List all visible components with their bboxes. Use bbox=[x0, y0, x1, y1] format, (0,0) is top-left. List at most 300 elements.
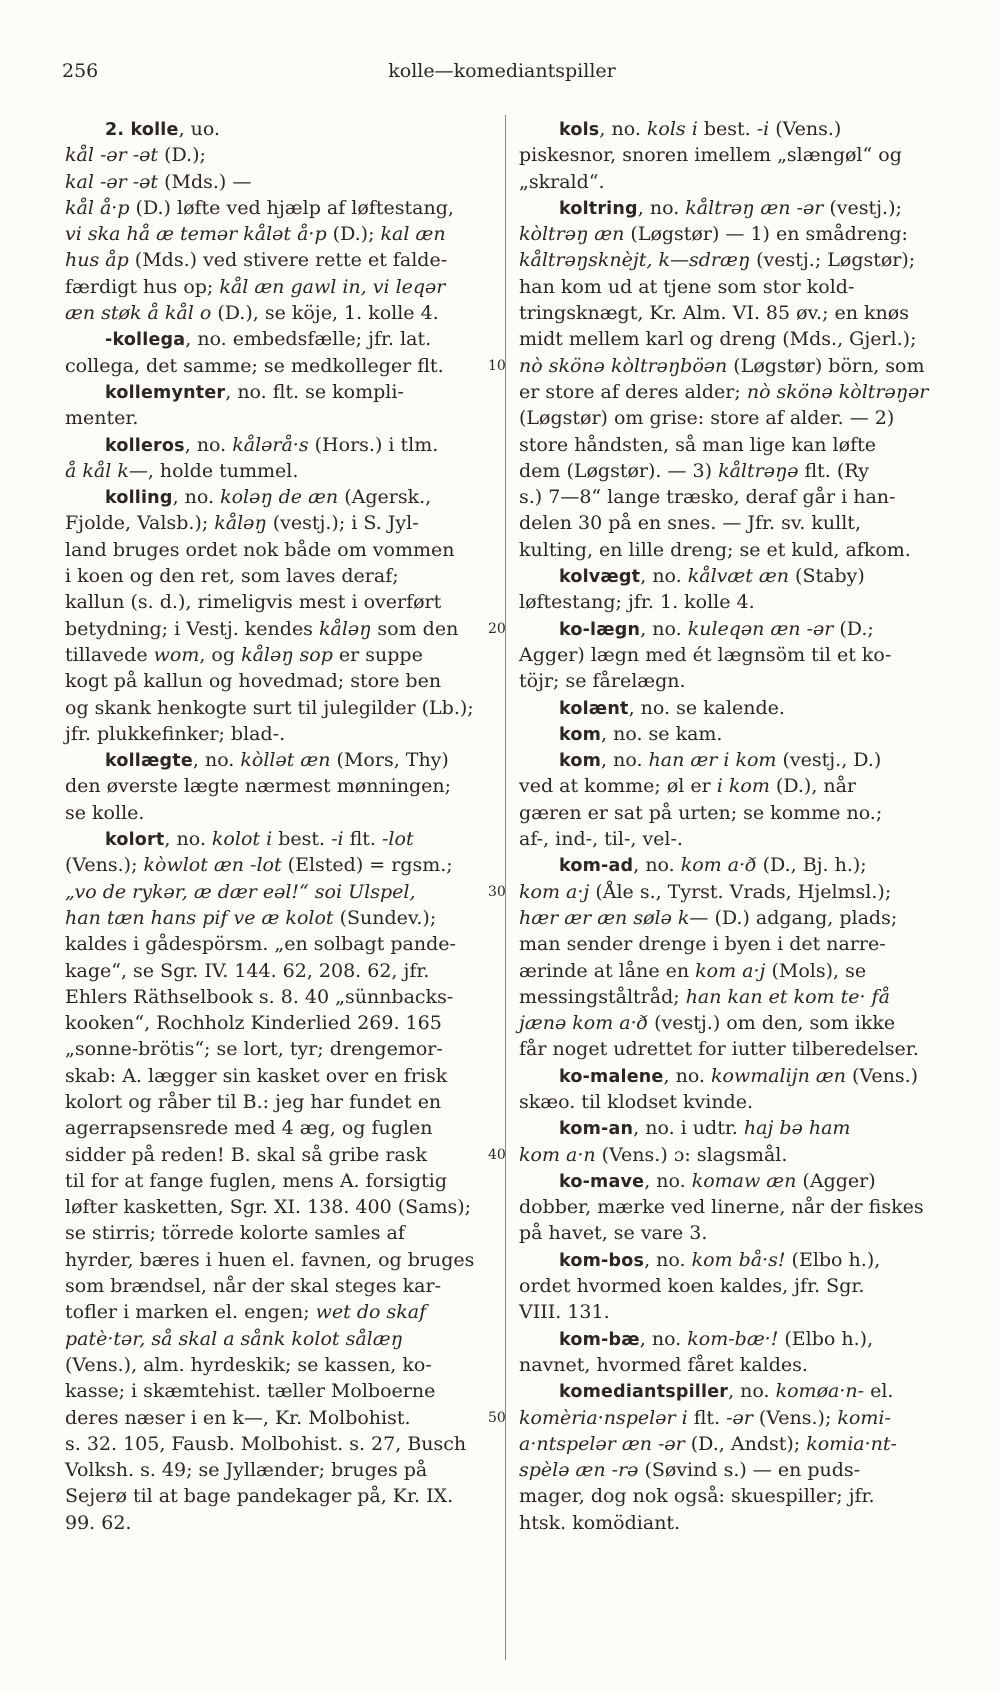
entry-line bbox=[519, 1299, 951, 1325]
entry-text: , no. bbox=[644, 1169, 692, 1192]
entry-headline bbox=[519, 195, 951, 221]
entry-headline bbox=[65, 484, 497, 510]
entry-text: „skrald“. bbox=[519, 170, 605, 193]
entry-text: (Mors, Thy) bbox=[330, 749, 449, 772]
entry-text: kage“, se Sgr. IV. 144. 62, 208. 62, jfr. bbox=[65, 959, 430, 982]
entry-text: på havet, se vare 3. bbox=[519, 1222, 708, 1245]
dialect-form: kom a·n bbox=[519, 1143, 596, 1166]
entry-text: (Staby) bbox=[789, 565, 865, 588]
dialect-form: „vo de rykər, æ dær eəl!“ soi Ulspel, bbox=[65, 880, 416, 903]
entry-text: , no. i udtr. bbox=[633, 1117, 744, 1140]
entry-text: den øverste lægte nærmest mønningen; bbox=[65, 775, 452, 798]
entry-text: man sender drenge i byen i det narre- bbox=[519, 933, 886, 956]
dialect-form: komi- bbox=[837, 1406, 891, 1429]
entry-text: ordet hvormed koen kaldes, jfr. Sgr. bbox=[519, 1275, 865, 1298]
entry-text: mager, dog nok også: skuespiller; jfr. bbox=[519, 1485, 875, 1508]
entry-text: store håndsten, så man lige kan løfte bbox=[519, 433, 876, 456]
entry-line bbox=[65, 1273, 497, 1299]
entry-text: kaldes i gådespörsm. „en solbagt pande- bbox=[65, 933, 456, 956]
entry-text: kallun (s. d.), rimeligvis mest i overført bbox=[65, 591, 442, 614]
dialect-form: han kan et kom te· få bbox=[685, 985, 890, 1008]
dialect-form: -lot bbox=[382, 828, 414, 851]
entry-line bbox=[65, 1063, 497, 1089]
entry-headline bbox=[65, 747, 497, 773]
entry-text: kasse; i skæmtehist. tæller Molboerne bbox=[65, 1380, 436, 1403]
entry-text: er suppe bbox=[332, 643, 423, 666]
entry-headline bbox=[519, 747, 951, 773]
lemma: kolling bbox=[105, 488, 173, 509]
entry-line bbox=[519, 1089, 951, 1115]
lemma: kom bbox=[559, 724, 602, 745]
entry-text: betydning; i Vestj. kendes bbox=[65, 617, 319, 640]
entry-line bbox=[519, 142, 951, 168]
entry-text: Sejerø til at bage pandekager på, Kr. IX. bbox=[65, 1485, 454, 1508]
entry-line bbox=[519, 1273, 951, 1299]
entry-text: kolort og råber til B.: jeg har fundet en bbox=[65, 1090, 442, 1113]
entry-text: tofler i marken el. engen; bbox=[65, 1301, 316, 1324]
entry-line bbox=[65, 931, 497, 957]
entry-text: (D.) løfte ved hjælp af løftestang, bbox=[129, 196, 454, 219]
entry-line bbox=[519, 537, 951, 563]
entry-text: (Elbo h.), bbox=[778, 1327, 874, 1350]
entry-line bbox=[519, 274, 951, 300]
entry-text: (vestj.; Løgstør); bbox=[750, 249, 916, 272]
entry-text: (D.) adgang, plads; bbox=[708, 906, 898, 929]
dialect-form: -ər bbox=[726, 1406, 753, 1429]
entry-text: i koen og den ret, som laves deraf; bbox=[65, 565, 399, 588]
entry-text: agerrapsensrede med 4 æg, og fuglen bbox=[65, 1117, 433, 1140]
entry-line bbox=[65, 353, 497, 379]
entry-headline bbox=[65, 379, 497, 405]
dialect-form: spèlə æn -rə bbox=[519, 1459, 639, 1482]
entry-line bbox=[519, 353, 951, 379]
entry-text: navnet, hvormed fåret kaldes. bbox=[519, 1353, 808, 1376]
entry-line bbox=[65, 537, 497, 563]
entry-line bbox=[519, 984, 951, 1010]
entry-line bbox=[65, 1168, 497, 1194]
entry-text: midt mellem karl og dreng (Mds., Gjerl.); bbox=[519, 328, 917, 351]
entry-text: , no. bbox=[640, 617, 688, 640]
lemma: kolort bbox=[105, 830, 165, 851]
entry-line bbox=[65, 1299, 497, 1325]
dialect-form: kåltrəŋ æn -ər bbox=[685, 196, 824, 219]
entry-text: land bruges ordet nok både om vommen bbox=[65, 538, 455, 561]
entry-text: er store af deres alder; bbox=[519, 380, 747, 403]
dialect-form: komèria·nspelər i bbox=[519, 1406, 688, 1429]
entry-line bbox=[65, 1115, 497, 1141]
entry-line bbox=[65, 1405, 497, 1431]
dialect-form: a·ntspelər æn -ər bbox=[519, 1432, 685, 1455]
entry-line bbox=[519, 1220, 951, 1246]
dialect-form: kål å·p bbox=[65, 196, 130, 219]
entry-line bbox=[519, 379, 951, 405]
entry-line bbox=[519, 1036, 951, 1062]
dialect-form: jænə kom a·ð bbox=[519, 1012, 649, 1035]
entry-text: (Hors.) i tlm. bbox=[308, 433, 439, 456]
entry-text: , no. se kalende. bbox=[628, 696, 785, 719]
entry-text: , no. bbox=[192, 749, 241, 772]
entry-line bbox=[65, 773, 497, 799]
entry-line bbox=[519, 1431, 951, 1457]
entry-text: s.) 7—8“ lange træsko, deraf går i han- bbox=[519, 486, 896, 509]
entry-text: best. bbox=[272, 828, 332, 851]
entry-text: , no. bbox=[663, 1064, 711, 1087]
lemma: kollemynter bbox=[105, 382, 226, 403]
dialect-form: -i bbox=[331, 828, 344, 851]
entry-line bbox=[519, 773, 951, 799]
entry-text: , no. bbox=[639, 1327, 688, 1350]
entry-text: (D.), se köje, 1. kolle 4. bbox=[211, 302, 439, 325]
entry-line bbox=[65, 668, 497, 694]
entry-text: , no. bbox=[640, 565, 688, 588]
lemma: 2. kolle bbox=[105, 120, 179, 140]
dialect-form: kåləŋ bbox=[214, 512, 267, 535]
entry-headline bbox=[519, 721, 951, 747]
entry-line bbox=[519, 326, 951, 352]
dialect-form: kuleqən æn -ər bbox=[687, 617, 834, 640]
entry-headline bbox=[519, 116, 951, 142]
entry-line bbox=[65, 1247, 497, 1273]
dialect-form: -i bbox=[756, 118, 770, 140]
dialect-form: komia·nt- bbox=[806, 1432, 897, 1455]
dialect-form: komøa·n- bbox=[775, 1380, 865, 1403]
entry-text: flt. bbox=[687, 1406, 727, 1429]
entry-line bbox=[65, 1510, 497, 1536]
dialect-form: kålvæt æn bbox=[687, 565, 790, 588]
entry-headline bbox=[519, 563, 951, 589]
entry-line bbox=[65, 1326, 497, 1352]
dialect-form: vi ska hå æ temər kålət å·p bbox=[65, 223, 327, 246]
entry-line bbox=[519, 1142, 951, 1168]
entry-line bbox=[519, 826, 951, 852]
entry-text: (vestj.); bbox=[823, 196, 902, 219]
entry-line bbox=[65, 1352, 497, 1378]
dialect-form: i kom bbox=[716, 775, 770, 798]
entry-line bbox=[519, 931, 951, 957]
lemma: ko-mave bbox=[559, 1171, 645, 1192]
dialect-form: kom a·ð bbox=[680, 854, 757, 877]
dialect-form: kål æn gawl in, vi leqər bbox=[219, 275, 446, 298]
entry-text: (Løgstør) — 1) en smådreng: bbox=[624, 223, 908, 246]
entry-headline bbox=[65, 326, 497, 352]
entry-line bbox=[65, 1220, 497, 1246]
dialect-form: komaw æn bbox=[691, 1169, 797, 1192]
dialect-form: wom bbox=[153, 643, 200, 666]
entry-line bbox=[65, 616, 497, 642]
entry-line bbox=[65, 1194, 497, 1220]
entry-line bbox=[519, 510, 951, 536]
dialect-form: hær ær æn sølə k— bbox=[519, 906, 709, 929]
entry-text: , no. bbox=[644, 1248, 692, 1271]
entry-text: tillavede bbox=[65, 643, 154, 666]
dialect-form: kòwlot æn -lot bbox=[143, 854, 282, 877]
entry-headline bbox=[519, 1063, 951, 1089]
entry-line bbox=[519, 458, 951, 484]
entry-text: , no. bbox=[728, 1380, 776, 1403]
dialect-form: kal -ər -ət bbox=[65, 170, 159, 193]
entry-text: dobber, mærke ved linerne, når der fiskes bbox=[519, 1196, 924, 1219]
entry-text: (Mds.) — bbox=[158, 170, 252, 193]
entry-line bbox=[65, 695, 497, 721]
entry-text: , no. embedsfælle; jfr. lat. bbox=[185, 328, 432, 351]
entry-line bbox=[65, 195, 497, 221]
entry-line bbox=[519, 668, 951, 694]
entry-line bbox=[65, 1457, 497, 1483]
entry-line bbox=[519, 1010, 951, 1036]
dialect-form: kom bå·s! bbox=[691, 1248, 786, 1271]
entry-text: (D.); bbox=[158, 144, 206, 167]
entry-line bbox=[65, 905, 497, 931]
dialect-form: wet do skaf bbox=[315, 1301, 427, 1324]
entry-text: el. bbox=[864, 1380, 894, 1403]
entry-text: kulting, en lille dreng; se et kuld, afkom. bbox=[519, 538, 911, 561]
lemma: kolvægt bbox=[559, 567, 641, 588]
dialect-form: kåləŋ sop bbox=[241, 643, 333, 666]
entry-text: (Mols), se bbox=[765, 959, 867, 982]
lemma: kom bbox=[559, 751, 602, 772]
page-number: 256 bbox=[62, 60, 99, 82]
entry-text: , uo. bbox=[178, 118, 221, 140]
entry-text: Agger) lægn med ét lægnsöm til et ko- bbox=[519, 643, 892, 666]
entry-line bbox=[65, 1010, 497, 1036]
entry-line bbox=[65, 300, 497, 326]
entry-line bbox=[65, 274, 497, 300]
dialect-form: koləŋ de æn bbox=[220, 486, 339, 509]
entry-text: (D.); bbox=[326, 223, 381, 246]
entry-text: , no. bbox=[164, 828, 212, 851]
entry-line bbox=[65, 642, 497, 668]
entry-text: piskesnor, snoren imellem „slængøl“ og bbox=[519, 144, 902, 167]
lemma: koltring bbox=[559, 198, 638, 219]
dialect-form: kowmalijn æn bbox=[711, 1064, 846, 1087]
line-number: 20 bbox=[488, 620, 506, 637]
entry-text: (Vens.) bbox=[845, 1064, 919, 1087]
entry-line bbox=[519, 1457, 951, 1483]
entry-text: dem (Løgstør). — 3) bbox=[519, 459, 719, 482]
entry-line bbox=[65, 958, 497, 984]
lemma: kollægte bbox=[105, 751, 193, 772]
entry-text: ved at komme; øl er bbox=[519, 775, 717, 798]
entry-text: (Agger) bbox=[796, 1169, 876, 1192]
dialect-form: æn støk å kål o bbox=[65, 302, 212, 325]
entry-line bbox=[519, 405, 951, 431]
entry-text: skab: A. lægger sin kasket over en frisk bbox=[65, 1064, 448, 1087]
entry-text: (Vens.); bbox=[752, 1406, 838, 1429]
lemma: kom-bos bbox=[559, 1250, 645, 1271]
entry-text: s. 32. 105, Fausb. Molbohist. s. 27, Busch bbox=[65, 1432, 467, 1455]
lemma: kolænt bbox=[559, 698, 629, 719]
entry-text: deres næser i en k—, Kr. Molbohist. bbox=[65, 1406, 411, 1429]
line-number: 30 bbox=[488, 883, 506, 900]
entry-text: tringsknægt, Kr. Alm. VI. 85 øv.; en knøs bbox=[519, 302, 909, 325]
entry-text: best. bbox=[697, 118, 757, 140]
lemma: kolleros bbox=[105, 435, 185, 456]
entry-text: løftestang; jfr. 1. kolle 4. bbox=[519, 591, 755, 614]
entry-text: Ehlers Räthselbook s. 8. 40 „sünnbacks- bbox=[65, 985, 454, 1008]
left-column bbox=[65, 116, 497, 1536]
dialect-form: kåltrəŋsknèjt, k—sdræŋ bbox=[519, 249, 751, 272]
entry-line bbox=[65, 879, 497, 905]
entry-text: , no. flt. se kompli- bbox=[225, 380, 404, 403]
entry-line bbox=[519, 642, 951, 668]
entry-text: , no. se kam. bbox=[601, 722, 723, 745]
entry-text: (vestj., D.) bbox=[776, 749, 882, 772]
dialect-form: hus åp bbox=[65, 249, 129, 272]
entry-text: (Søvind s.) — en puds- bbox=[638, 1459, 861, 1482]
dialect-form: kålərå·s bbox=[232, 433, 309, 456]
entry-line bbox=[519, 1352, 951, 1378]
dialect-form: haj bə ham bbox=[743, 1117, 851, 1140]
entry-text: messingståltråd; bbox=[519, 985, 686, 1008]
entry-headline bbox=[519, 852, 951, 878]
line-number: 50 bbox=[488, 1409, 506, 1426]
entry-line bbox=[65, 458, 497, 484]
entry-headline bbox=[519, 616, 951, 642]
entry-text: får noget udrettet for iutter tilberedelser. bbox=[519, 1038, 919, 1061]
entry-headline bbox=[65, 432, 497, 458]
entry-line bbox=[65, 1378, 497, 1404]
entry-text: jfr. plukkefinker; blad-. bbox=[65, 722, 286, 745]
running-head: kolle—komediantspiller bbox=[388, 60, 616, 82]
entry-headline bbox=[519, 1168, 951, 1194]
entry-text: (Løgstør) börn, som bbox=[727, 354, 925, 377]
entry-text: 99. 62. bbox=[65, 1511, 132, 1534]
entry-text: (D., Andst); bbox=[684, 1432, 807, 1455]
entry-text: (Åle s., Tyrst. Vrads, Hjelmsl.); bbox=[589, 880, 892, 903]
entry-text: flt. (Ry bbox=[798, 459, 869, 482]
entry-text: collega, det samme; se medkolleger flt. bbox=[65, 354, 444, 377]
lemma: kom-ad bbox=[559, 856, 634, 877]
dialect-form: kòltrəŋ æn bbox=[519, 223, 625, 246]
entry-text: som brændsel, når der skal steges kar- bbox=[65, 1275, 441, 1298]
dialect-form: kols i bbox=[646, 118, 698, 140]
entry-line bbox=[65, 247, 497, 273]
entry-line bbox=[65, 563, 497, 589]
entry-line bbox=[519, 1405, 951, 1431]
lemma: kols bbox=[559, 120, 600, 140]
entry-line bbox=[519, 879, 951, 905]
entry-headline bbox=[65, 116, 497, 142]
entry-text: , no. bbox=[633, 854, 681, 877]
entry-line bbox=[65, 510, 497, 536]
entry-text: (D.; bbox=[833, 617, 874, 640]
entry-line bbox=[519, 432, 951, 458]
entry-text: færdigt hus op; bbox=[65, 275, 220, 298]
entry-text: løfter kasketten, Sgr. XI. 138. 400 (Sams); bbox=[65, 1196, 472, 1219]
entry-text: (Vens.) bbox=[769, 118, 842, 140]
entry-text: kogt på kallun og hovedmad; store ben bbox=[65, 670, 442, 693]
entry-line bbox=[519, 247, 951, 273]
dialect-form: han tæn hans pif ve æ kolot bbox=[65, 906, 334, 929]
lemma: komediantspiller bbox=[559, 1382, 729, 1403]
entry-text: (vestj.) om den, som ikke bbox=[648, 1012, 896, 1035]
line-number: 40 bbox=[488, 1146, 506, 1163]
entry-text: (Vens.) ɔ: slagsmål. bbox=[595, 1143, 788, 1166]
entry-line bbox=[65, 1142, 497, 1168]
entry-text: se stirris; törrede kolorte samles af bbox=[65, 1222, 405, 1245]
dialect-form: nò skönə kòltrəŋər bbox=[746, 380, 929, 403]
entry-text: delen 30 på en snes. — Jfr. sv. kullt, bbox=[519, 512, 861, 535]
entry-text: skæo. til klodset kvinde. bbox=[519, 1090, 754, 1113]
lemma: kom-bæ bbox=[559, 1329, 640, 1350]
entry-headline bbox=[519, 1247, 951, 1273]
lemma: ko-malene bbox=[559, 1066, 664, 1087]
lemma: -kollega bbox=[105, 330, 186, 351]
lemma: ko-lægn bbox=[559, 619, 641, 640]
entry-text: (D.), når bbox=[769, 775, 857, 798]
dialect-form: kom a·j bbox=[519, 880, 590, 903]
entry-text: hyrder, bæres i huen el. favnen, og bruges bbox=[65, 1248, 475, 1271]
entry-text: (vestj.); i S. Jyl- bbox=[266, 512, 419, 535]
dialect-form: kom-bæ·! bbox=[687, 1327, 779, 1350]
entry-text: (Vens.), alm. hyrdeskik; se kassen, ko- bbox=[65, 1353, 432, 1376]
entry-line bbox=[519, 905, 951, 931]
entry-headline bbox=[65, 826, 497, 852]
dialect-form: kolot i bbox=[211, 828, 273, 851]
entry-text: , no. bbox=[637, 196, 686, 219]
entry-line bbox=[519, 1510, 951, 1536]
entry-text: se kolle. bbox=[65, 801, 145, 824]
entry-line bbox=[519, 300, 951, 326]
entry-text: , og bbox=[199, 643, 242, 666]
entry-text: , no. bbox=[599, 118, 647, 140]
entry-line bbox=[519, 1194, 951, 1220]
entry-line bbox=[519, 169, 951, 195]
entry-text: og skank henkogte surt til julegilder (Lb.); bbox=[65, 696, 474, 719]
dialect-form: kåltrəŋə bbox=[718, 459, 799, 482]
entry-text: (Elsted) = rgsm.; bbox=[281, 854, 453, 877]
entry-line bbox=[519, 221, 951, 247]
line-number: 10 bbox=[488, 357, 506, 374]
right-column bbox=[519, 116, 951, 1536]
entry-text: Fjolde, Valsb.); bbox=[65, 512, 215, 535]
entry-text: som den bbox=[371, 617, 459, 640]
entry-text: menter. bbox=[65, 407, 139, 430]
entry-text: kooken“, Rochholz Kinderlied 269. 165 bbox=[65, 1012, 442, 1035]
entry-line bbox=[65, 984, 497, 1010]
entry-line bbox=[519, 589, 951, 615]
dialect-form: kål -ər -ət bbox=[65, 144, 159, 167]
entry-text: gæren er sat på urten; se komme no.; bbox=[519, 801, 883, 824]
entry-headline bbox=[519, 1326, 951, 1352]
entry-text: töjr; se fårelægn. bbox=[519, 670, 686, 693]
dialect-form: han ær i kom bbox=[648, 749, 777, 772]
entry-headline bbox=[519, 1115, 951, 1141]
entry-text: til for at fange fuglen, mens A. forsigtig bbox=[65, 1169, 448, 1192]
entry-text: , no. bbox=[172, 486, 221, 509]
entry-line bbox=[519, 800, 951, 826]
entry-line bbox=[65, 221, 497, 247]
entry-text: , holde tummel. bbox=[147, 459, 299, 482]
dialect-form: kòllət æn bbox=[240, 749, 331, 772]
dialect-form: nò skönə kòltrəŋböən bbox=[519, 354, 728, 377]
entry-line bbox=[65, 721, 497, 747]
entry-line bbox=[65, 589, 497, 615]
entry-text: ærinde at låne en bbox=[519, 959, 696, 982]
entry-line bbox=[519, 958, 951, 984]
entry-text: (Mds.) ved stivere rette et falde- bbox=[128, 249, 448, 272]
page-header bbox=[62, 60, 942, 90]
entry-line bbox=[65, 1036, 497, 1062]
dialect-form: kåləŋ bbox=[318, 617, 372, 640]
dialect-form: kal æn bbox=[380, 223, 446, 246]
entry-text: af-, ind-, til-, vel-. bbox=[519, 828, 683, 851]
entry-text: flt. bbox=[343, 828, 383, 851]
entry-headline bbox=[519, 1378, 951, 1404]
dialect-form: å kål k— bbox=[65, 459, 148, 482]
dialect-form: patè·tər, så skal a sånk kolot sålæŋ bbox=[65, 1327, 403, 1350]
entry-text: , no. bbox=[184, 433, 233, 456]
